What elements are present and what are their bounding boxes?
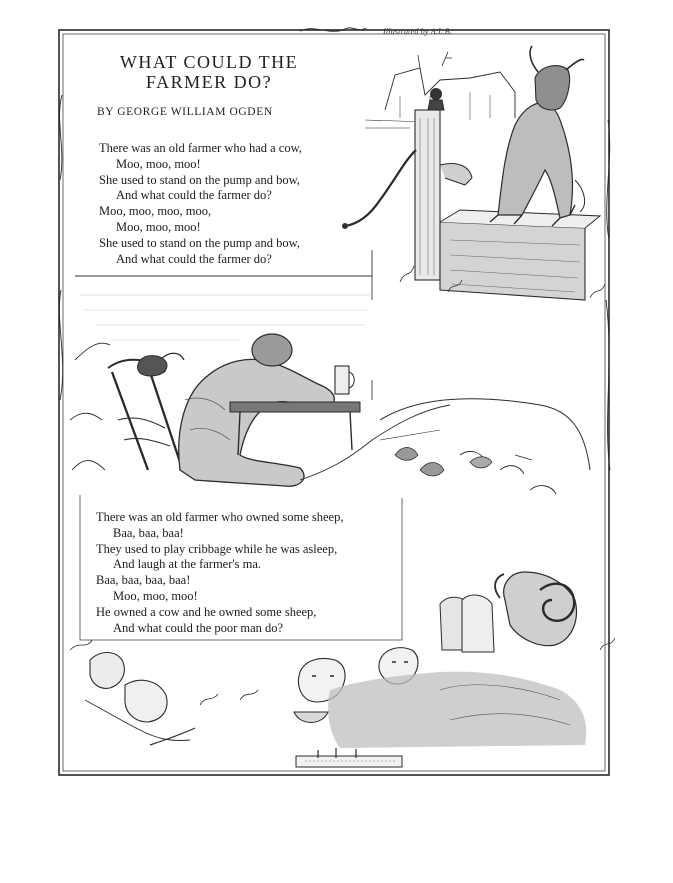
verse-line: Moo, moo, moo! xyxy=(116,156,201,171)
verse-line: Moo, moo, moo! xyxy=(116,219,201,234)
author-byline: BY GEORGE WILLIAM OGDEN xyxy=(97,106,273,118)
verse-line: There was an old farmer who had a cow, xyxy=(99,141,302,155)
verse-line: Moo, moo, moo! xyxy=(113,588,198,603)
verse-line: He owned a cow and he owned some sheep, xyxy=(96,604,317,619)
title-line-1: WHAT COULD THE xyxy=(119,52,299,72)
verse-line: Baa, baa, baa, baa! xyxy=(96,573,191,588)
verse-line: And laugh at the farmer's ma. xyxy=(113,557,262,572)
verse-line: And what could the farmer do? xyxy=(116,251,272,266)
verse-line: And what could the farmer do? xyxy=(116,188,272,203)
verse-line: Moo, moo, moo, moo, xyxy=(99,204,212,219)
illustrator-credit: Illustrated by A.L.B. xyxy=(383,27,453,36)
verse-cow xyxy=(99,141,302,267)
title-line-2: FARMER DO? xyxy=(145,72,273,92)
verse-line: They used to play cribbage while he was asleep, xyxy=(96,541,338,556)
verse-line: There was an old farmer who owned some sheep, xyxy=(96,510,344,524)
page-title xyxy=(84,52,334,92)
verse-line: She used to stand on the pump and bow, xyxy=(99,235,300,250)
verse-line: She used to stand on the pump and bow, xyxy=(99,172,300,187)
verse-line: And what could the poor man do? xyxy=(113,620,284,635)
verse-line: Baa, baa, baa! xyxy=(113,525,184,540)
verse-sheep xyxy=(96,510,344,636)
farm-cow-pump-illustration xyxy=(342,46,605,300)
sleeping-farmer-illustration xyxy=(70,276,590,494)
